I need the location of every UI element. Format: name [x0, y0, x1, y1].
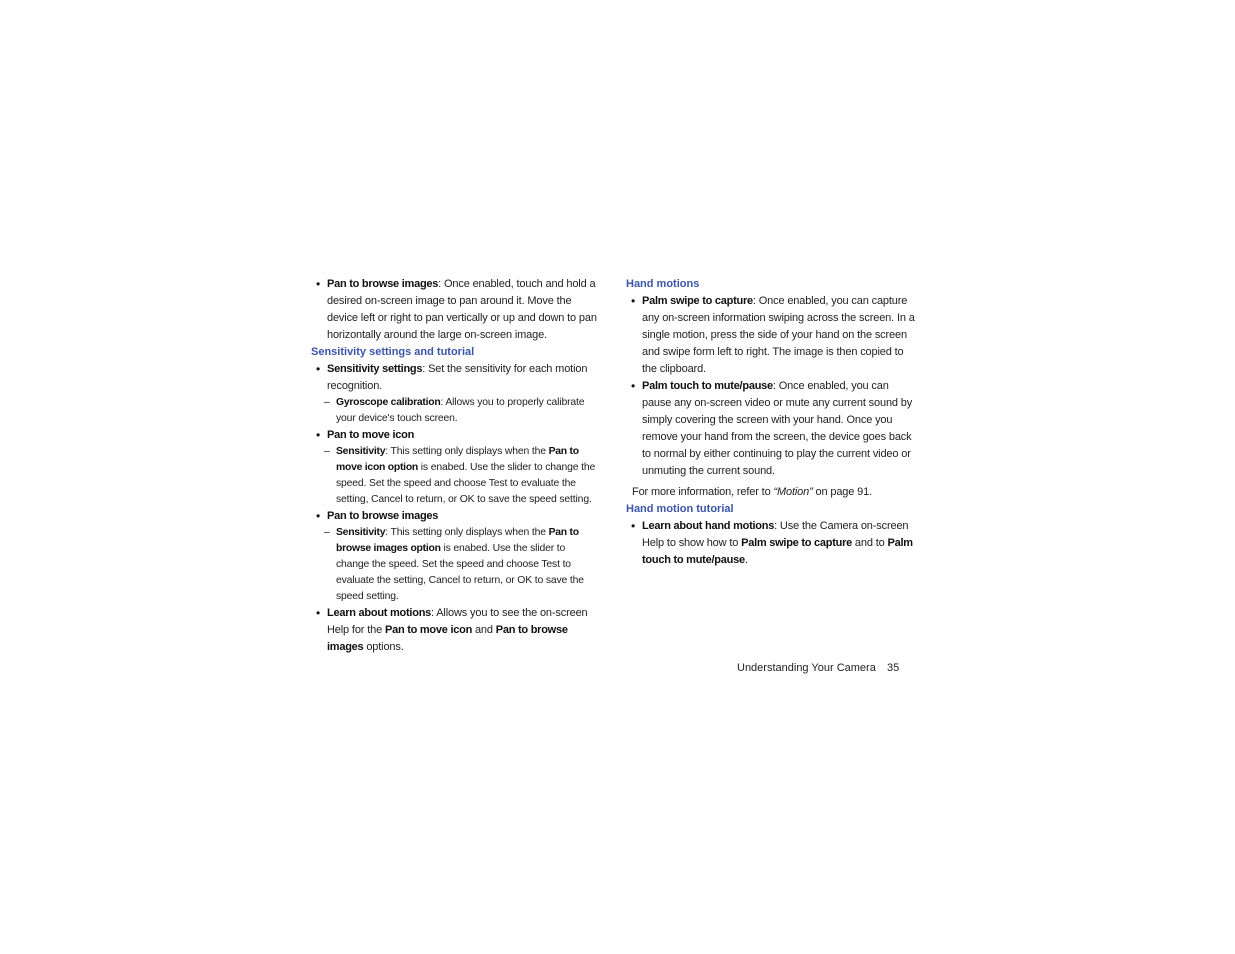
option-ref-2: Pan to browse images — [327, 624, 568, 653]
description-and: and — [472, 624, 496, 636]
heading-hand-motion-tutorial: Hand motion tutorial — [626, 503, 734, 515]
cross-reference-link[interactable]: “Motion” — [773, 486, 813, 498]
option-ref-2: Palm touch to mute/pause — [642, 537, 913, 566]
description: : This setting only displays when the — [385, 527, 549, 538]
term: Gyroscope calibration — [336, 397, 441, 408]
subitem-sensitivity-browse — [311, 525, 601, 605]
right-column — [626, 276, 916, 569]
bullet-sensitivity-settings — [311, 361, 601, 395]
description-cont: is enabed. Use the slider to change the speed. Set the speed and choose Test to evaluate the setting, Cancel to return, or OK to save the speed setting. — [336, 543, 584, 602]
description-end: . — [744, 554, 748, 566]
bullet-learn-hand-motions — [626, 518, 916, 569]
term: Pan to browse images — [327, 510, 439, 522]
heading-sensitivity-settings: Sensitivity settings and tutorial — [311, 346, 475, 358]
description-cont: is enabed. Use the slider to change the speed. Set the speed and choose Test to evaluate the setting, Cancel to return, or OK to save the speed setting. — [336, 462, 596, 505]
term: Pan to browse images — [327, 278, 439, 290]
more-info-text: For more information, refer to — [632, 486, 774, 498]
subitem-sensitivity-move — [311, 444, 601, 508]
description: : Allows you to properly calibrate your device's touch screen. — [336, 397, 585, 424]
page-footer — [737, 660, 907, 676]
footer-section-title: Understanding Your Camera — [737, 662, 876, 674]
left-column — [311, 276, 601, 656]
term: Sensitivity settings — [327, 363, 423, 375]
term: Palm swipe to capture — [642, 295, 753, 307]
more-info — [626, 484, 916, 501]
description-and: and to — [852, 537, 888, 549]
description: : Allows you to see the on-screen Help for the — [327, 607, 588, 636]
term: Pan to move icon — [327, 429, 415, 441]
description: : Set the sensitivity for each motion recognition. — [327, 363, 588, 392]
term: Palm touch to mute/pause — [642, 380, 773, 392]
heading-hand-motions: Hand motions — [626, 278, 700, 290]
bullet-pan-to-browse-images — [311, 276, 601, 344]
bullet-pan-to-move-icon — [311, 427, 601, 444]
bullet-pan-to-browse-images-2 — [311, 508, 601, 525]
option-ref: Pan to browse images option — [336, 527, 579, 554]
term: Sensitivity — [336, 446, 386, 457]
description: : Once enabled, you can pause any on-screen video or mute any current sound by simply covering the screen with your hand. Once you remove your hand from the screen, the device goes back to normal by either continuing to play the current video or unmuting the current sound. — [642, 380, 913, 477]
term: Learn about hand motions — [642, 520, 775, 532]
bullet-learn-about-motions — [311, 605, 601, 656]
term: Sensitivity — [336, 527, 386, 538]
option-ref: Pan to move icon option — [336, 446, 579, 473]
description: : Once enabled, you can capture any on-screen information swiping across the screen. In a single motion, press the side of your hand on the screen and swipe form left to right. The image is then copied to the clipboard. — [642, 295, 915, 375]
page-number: 35 — [887, 662, 900, 674]
description: : Once enabled, touch and hold a desired on-screen image to pan around it. Move the device left or right to pan vertically or up and down to pan horizontally around the large on-screen image. — [327, 278, 597, 341]
description: : Use the Camera on-screen Help to show how to — [642, 520, 909, 549]
bullet-palm-swipe — [626, 293, 916, 378]
description-end: options. — [363, 641, 404, 653]
option-ref-1: Pan to move icon — [384, 624, 473, 636]
term: Learn about motions — [327, 607, 432, 619]
subitem-gyroscope-calibration — [311, 395, 601, 427]
description: : This setting only displays when the — [385, 446, 549, 457]
option-ref-1: Palm swipe to capture — [741, 537, 853, 549]
bullet-palm-touch — [626, 378, 916, 480]
more-info-page: on page 91. — [812, 486, 872, 498]
